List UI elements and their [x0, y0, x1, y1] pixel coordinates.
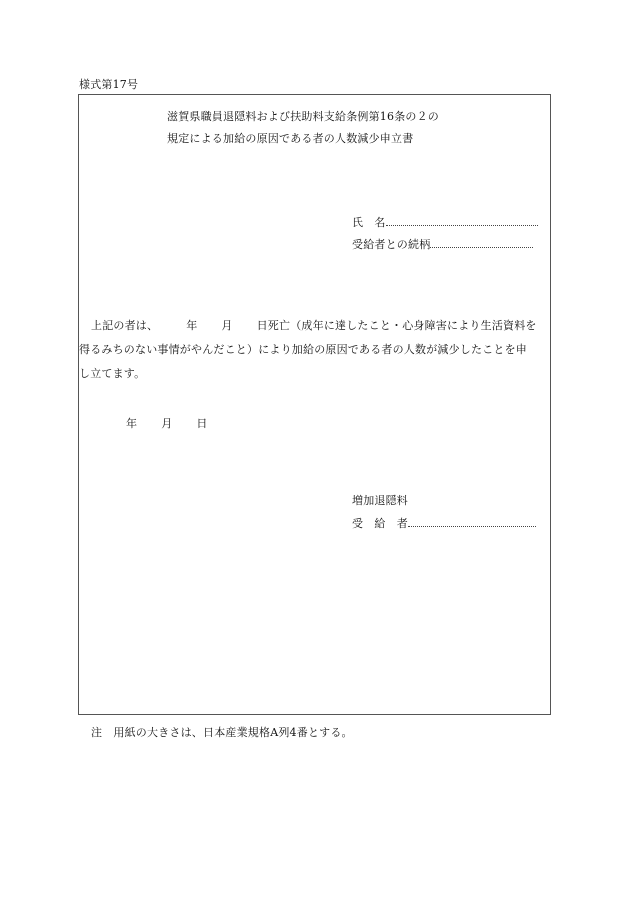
statement-line-2: 得るみちのない事情がやんだこと）により加給の原因である者の人数が減少したことを申 [79, 343, 527, 356]
name-label: 氏 名 [352, 216, 386, 229]
statement-prefix: 上記の者は、 [91, 319, 159, 332]
date-year: 年 [126, 417, 138, 430]
statement-month: 月 [221, 319, 233, 332]
form-frame [78, 94, 551, 715]
statement-day-death: 日死亡 [256, 319, 291, 332]
statement-line-1-rest: （成年に達したこと・心身障害により生活資料を [290, 319, 537, 332]
recipient-input-line[interactable] [408, 516, 536, 527]
relation-label: 受給者との続柄 [352, 238, 431, 251]
name-field[interactable] [352, 215, 538, 230]
recipient-label: 受 給 者 [352, 517, 408, 530]
title-line-1: 滋賀県職員退隠料および扶助料支給条例第16条の２の [167, 110, 439, 123]
recipient-field[interactable] [352, 516, 536, 531]
relation-field[interactable] [352, 237, 533, 252]
date-month: 月 [161, 417, 173, 430]
statement-year: 年 [186, 319, 198, 332]
date-line [126, 417, 208, 431]
statement-line-3: し立てます。 [79, 367, 146, 380]
statement-paragraph [79, 314, 551, 386]
title-line-2: 規定による加給の原因である者の人数減少申立書 [167, 132, 414, 145]
statement-line-1 [79, 314, 551, 338]
recipient-heading: 増加退隠料 [352, 494, 408, 507]
date-day: 日 [196, 417, 208, 430]
form-number: 様式第17号 [79, 78, 139, 91]
relation-input-line[interactable] [430, 237, 533, 248]
footnote: 注 用紙の大きさは、日本産業規格A列4番とする。 [91, 726, 353, 739]
name-input-line[interactable] [386, 215, 538, 226]
